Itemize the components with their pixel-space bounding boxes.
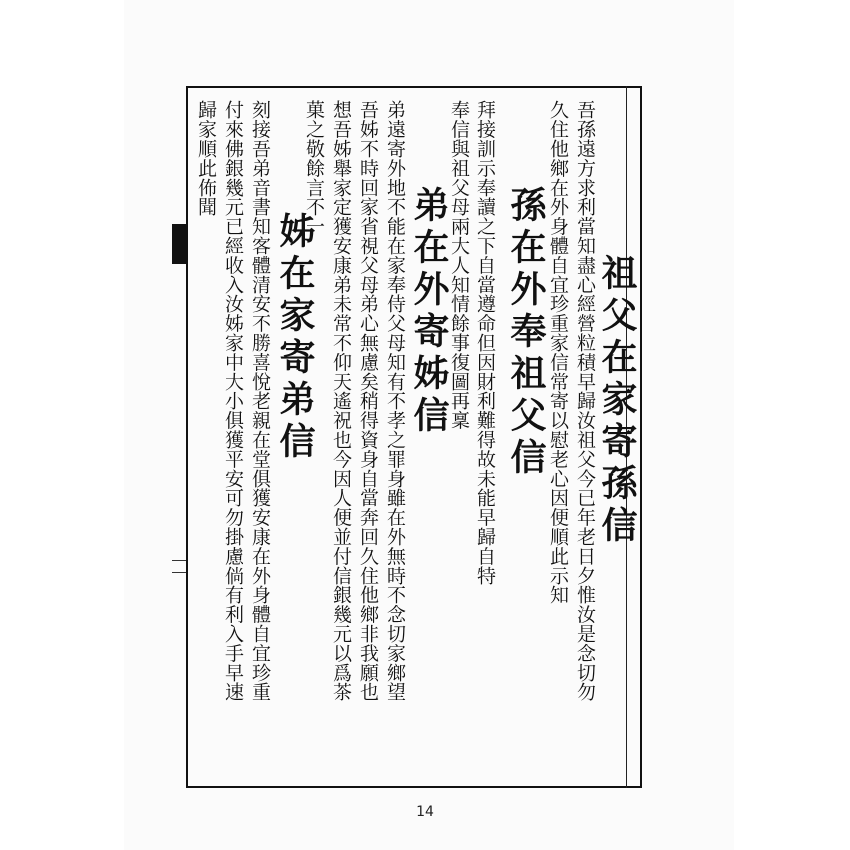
- page-number: 14: [416, 804, 434, 820]
- letter-title: 祖父在家寄孫信: [596, 254, 638, 548]
- letter-line: 吾姊不時回家省視父母弟心無慮矣稍得資身自當奔回久住他鄉非我願也: [357, 100, 379, 702]
- letter-line: 久住他鄉在外身體自宜珍重家信常寄以慰老心因便順此示知: [547, 100, 569, 605]
- letter-line: 付來佛銀幾元已經收入汝姊家中大小俱獲平安可勿掛慮倘有利入手早速: [222, 100, 244, 702]
- letter-line: 奉信與祖父母兩大人知情餘事復圖再稟: [448, 100, 470, 430]
- binding-edge-mark: [172, 224, 186, 264]
- letter-title: 孫在外奉祖父信: [505, 186, 547, 480]
- letter-line: 歸家順此佈聞: [195, 100, 217, 217]
- letter-line: 想吾姊舉家定獲安康弟未常不仰天遙祝也今因人便並付信銀幾元以爲茶: [330, 100, 352, 702]
- binding-edge-line: [172, 572, 186, 573]
- letter-line: 拜接訓示奉讀之下自當遵命但因財利難得故未能早歸自特: [474, 100, 496, 585]
- letter-line: 弟遠寄外地不能在家奉侍父母知有不孝之罪身雖在外無時不念切家鄉望: [384, 100, 406, 702]
- letter-title: 姊在家寄弟信: [274, 212, 316, 464]
- letter-line: 刻接吾弟音書知客體清安不勝喜悅老親在堂俱獲安康在外身體自宜珍重: [249, 100, 271, 702]
- letter-line: 吾孫遠方求利當知盡心經營粒積早歸汝祖父今已年老日夕惟汝是念切勿: [574, 100, 596, 702]
- letter-title: 弟在外寄姊信: [408, 186, 450, 438]
- binding-edge-line: [172, 560, 186, 561]
- letter-line: 菓之敬餘言不一: [303, 100, 325, 236]
